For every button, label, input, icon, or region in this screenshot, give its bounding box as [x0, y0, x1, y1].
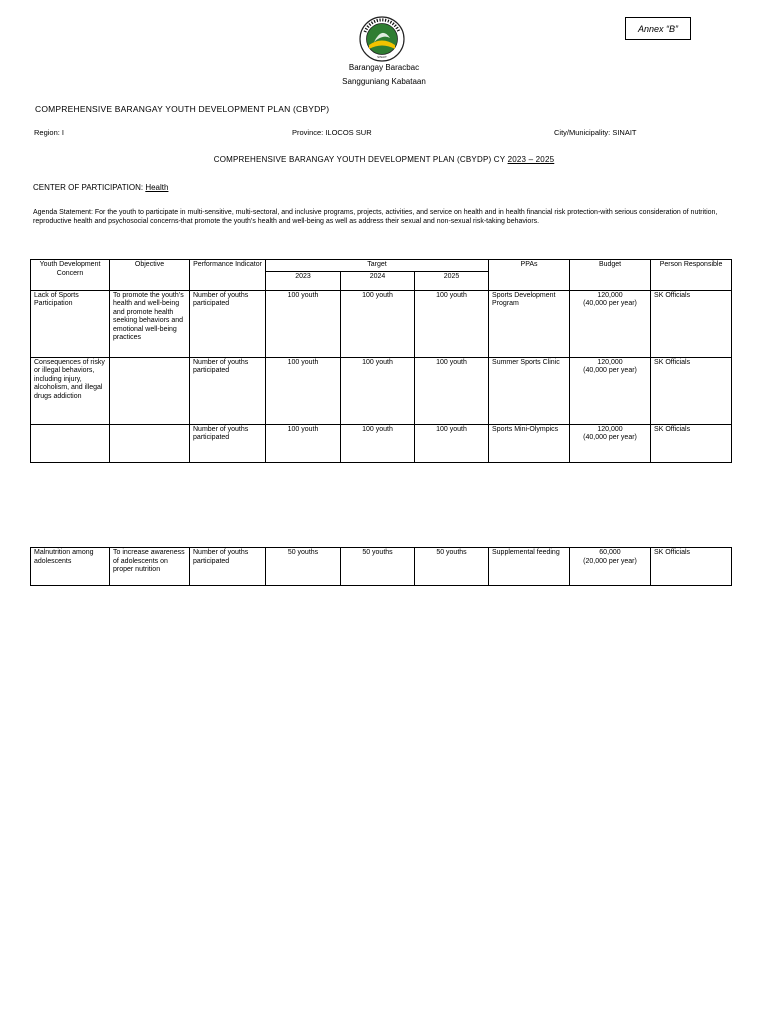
region-label: Region: I: [34, 128, 65, 137]
cell-objective: To promote the youth’s health and well-being and promote health seeking behaviors and emotional well-being practices: [110, 290, 190, 357]
budget-amount: 60,000: [599, 549, 621, 556]
plan-subtitle-prefix: COMPREHENSIVE BARANGAY YOUTH DEVELOPMENT PLAN (CBYDP) CY: [213, 155, 508, 164]
cell-ppa: Sports Mini-Olympics: [489, 424, 570, 462]
cell-target-2024: 100 youth: [341, 290, 415, 357]
budget-note: (20,000 per year): [583, 557, 637, 565]
cbydp-table: [30, 259, 732, 463]
cell-target-2024: 100 youth: [341, 424, 415, 462]
plan-title: COMPREHENSIVE BARANGAY YOUTH DEVELOPMENT PLAN (CBYDP): [35, 104, 330, 114]
budget-note: (40,000 per year): [583, 300, 637, 307]
cell-target-2025: 50 youths: [415, 548, 489, 586]
cop-value: Health: [145, 183, 169, 192]
cell-concern: Consequences of risky or illegal behaviors, including injury, alcoholism, and illegal drugs addiction: [31, 357, 110, 424]
cell-objective: To increase awareness of adolescents on proper nutrition: [110, 548, 190, 586]
cell-indicator: Number of youths participated: [190, 424, 266, 462]
header-concern: Youth Development Concern: [31, 260, 110, 291]
plan-subtitle: [0, 155, 768, 164]
cell-target-2023: 50 youths: [266, 548, 341, 586]
table-row: [31, 424, 732, 462]
header-person: Person Responsible: [651, 260, 732, 291]
plan-period: 2023 – 2025: [507, 155, 555, 164]
cell-person: SK Officials: [651, 357, 732, 424]
cell-concern: [31, 424, 110, 462]
cell-target-2023: 100 youth: [266, 290, 341, 357]
budget-amount: 120,000: [597, 291, 623, 299]
city-label: City/Municipality: SINAIT: [554, 128, 637, 137]
cell-indicator: Number of youths participated: [190, 357, 266, 424]
cbydp-table-continued: [30, 547, 732, 586]
barangay-name: Barangay Baracbac: [348, 63, 420, 72]
header-indicator: Performance Indicator: [190, 260, 266, 291]
agenda-statement: Agenda Statement: For the youth to participate in multi-sensitive, multi-sectoral, and inclusive programs, projects, activities, and service on health and in health financial risk protection-with serious consideration of nutrition, reproductive health and psychosocial concerns-that promote the youth’s health and well-being as well as address their sexual and non-sexual risk-taking behaviors.: [33, 209, 718, 225]
table-header-row: [31, 260, 732, 272]
table-row: [31, 548, 732, 586]
barangay-seal-logo: [359, 16, 405, 62]
svg-text:SINAIT: SINAIT: [377, 55, 387, 59]
cell-indicator: Number of youths participated: [190, 548, 266, 586]
header-objective: Objective: [110, 260, 190, 291]
header-year-2024: 2024: [341, 271, 415, 290]
header-budget: Budget: [570, 260, 651, 291]
table-row: [31, 357, 732, 424]
cell-target-2025: 100 youth: [415, 357, 489, 424]
cell-person: SK Officials: [651, 548, 732, 586]
cell-target-2025: 100 youth: [415, 424, 489, 462]
cell-budget: [570, 424, 651, 462]
budget-note: (40,000 per year): [583, 434, 637, 441]
province-label: Province: ILOCOS SUR: [292, 128, 372, 137]
header-year-2025: 2025: [415, 271, 489, 290]
cell-target-2023: 100 youth: [266, 424, 341, 462]
cell-objective: [110, 357, 190, 424]
header-year-2023: 2023: [266, 271, 341, 290]
cell-budget: [570, 290, 651, 357]
header-ppas: PPAs: [489, 260, 570, 291]
cell-budget: [570, 357, 651, 424]
cell-person: SK Officials: [651, 424, 732, 462]
cell-concern: Lack of Sports Participation: [31, 290, 110, 357]
budget-note: (40,000 per year): [583, 367, 637, 374]
cell-objective: [110, 424, 190, 462]
cell-ppa: Sports Development Program: [489, 290, 570, 357]
center-of-participation: [33, 183, 168, 192]
council-name: Sangguniang Kabataan: [342, 77, 426, 86]
budget-amount: 120,000: [597, 358, 623, 366]
cell-budget: [570, 548, 651, 586]
cell-target-2023: 100 youth: [266, 357, 341, 424]
header-target: Target: [266, 260, 489, 272]
cell-concern: Malnutrition among adolescents: [31, 548, 110, 586]
annex-label: Annex “B”: [625, 17, 691, 40]
budget-amount: 120,000: [597, 425, 623, 433]
cell-ppa: Summer Sports Clinic: [489, 357, 570, 424]
cell-ppa: Supplemental feeding: [489, 548, 570, 586]
cop-label: CENTER OF PARTICIPATION:: [33, 183, 146, 192]
cell-target-2025: 100 youth: [415, 290, 489, 357]
table-row: [31, 290, 732, 357]
cell-target-2024: 50 youths: [341, 548, 415, 586]
cell-indicator: Number of youths participated: [190, 290, 266, 357]
cell-target-2024: 100 youth: [341, 357, 415, 424]
cell-person: SK Officials: [651, 290, 732, 357]
